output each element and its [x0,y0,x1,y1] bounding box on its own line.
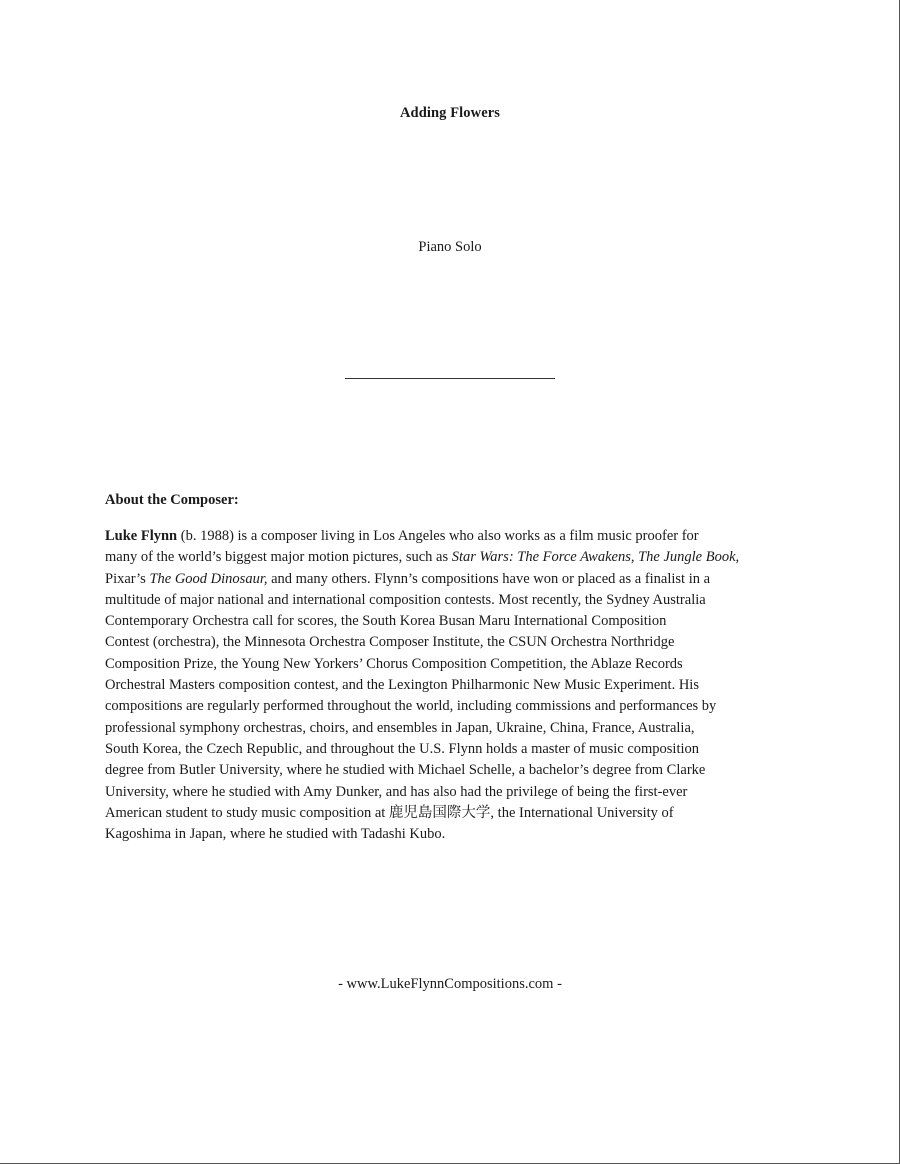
signature-line-divider [345,378,555,379]
website-footer: - www.LukeFlynnCompositions.com - [338,976,562,992]
bio-line: degree from Butler University, where he studied with Michael Schelle, a bachelor’s degree from Clarke [105,762,706,779]
bio-line: University, where he studied with Amy Dunker, and has also had the privilege of being the first-ever [105,783,688,800]
bio-line: Luke Flynn (b. 1988) is a composer living in Los Angeles who also works as a film music proofer for [105,528,699,544]
film-title: The Jungle Book, [638,549,740,566]
score-title: Adding Flowers [399,105,501,121]
film-title: Star Wars: The Force Awakens, [451,549,635,566]
bio-line: many of the world’s biggest major motion pictures, such as Star Wars: The Force Awakens, The Jungle Book, [105,549,740,566]
bio-line: Contemporary Orchestra call for scores, the South Korea Busan Maru International Composition [105,613,667,630]
bio-line: American student to study music composition at 鹿児島国際大学, the International University of [105,804,674,821]
bio-line: professional symphony orchestras, choirs, and ensembles in Japan, Ukraine, China, France, Australia, [105,719,695,736]
bio-line: multitude of major national and international composition contests. Most recently, the Sydney Australia [105,591,706,608]
bio-line: South Korea, the Czech Republic, and throughout the U.S. Flynn holds a master of music composition [105,740,700,757]
film-title: The Good Dinosaur, [149,570,268,587]
bio-line: Contest (orchestra), the Minnesota Orchestra Composer Institute, the CSUN Orchestra Northridge [105,634,675,651]
bio-line: Orchestral Masters composition contest, and the Lexington Philharmonic New Music Experiment. His [105,677,699,694]
about-composer-heading: About the Composer: [105,492,239,508]
composer-name: Luke Flynn [105,528,178,544]
composer-bio [105,526,797,845]
bio-line: Pixar’s The Good Dinosaur, and many others. Flynn’s compositions have won or placed as a finalist in a [105,570,711,587]
bio-line: compositions are regularly performed throughout the world, including commissions and performances by [105,698,717,715]
instrumentation-subtitle: Piano Solo [418,239,482,255]
bio-line: Kagoshima in Japan, where he studied with Tadashi Kubo. [105,826,446,843]
bio-line: Composition Prize, the Young New Yorkers’ Chorus Composition Competition, the Ablaze Records [105,655,683,672]
